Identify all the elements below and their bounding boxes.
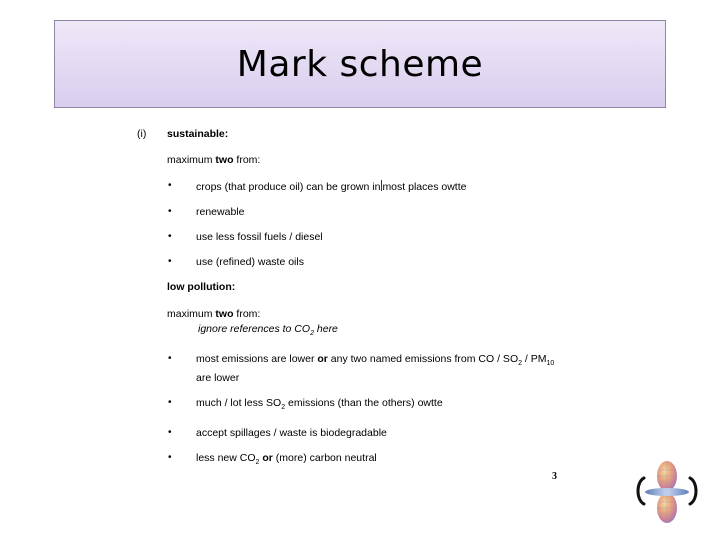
low-pollution-item-2: much / lot less $SO_2$ emissions (than the others) owtte [196,397,443,411]
orbital-logo-icon [632,456,702,526]
bullet-icon: • [168,353,172,364]
part-label: (i) [137,128,147,140]
bullet-icon: • [168,427,172,438]
bullet-icon: • [168,452,172,463]
low-pollution-item-4: less new $CO_2$ or (more) carbon neutral [196,452,377,466]
low-pollution-heading: low pollution: [167,281,236,293]
sustainable-item-1: crops (that produce oil) can be grown in most places owtte [196,181,467,193]
bullet-icon: • [168,231,172,242]
sustainable-item-2: renewable [196,206,245,218]
sustainable-item-4: use (refined) waste oils [196,256,304,268]
page-number: 3 [552,471,557,482]
bullet-icon: • [168,180,172,191]
bullet-icon: • [168,256,172,267]
low-pollution-item-3: accept spillages / waste is biodegradable [196,427,387,439]
low-pollution-item-1: most emissions are lower or any two named emissions from CO / $SO_2 / PM_{10}$ [196,353,555,367]
ignore-note: ignore references to $CO_2$ here [198,323,338,337]
bullet-icon: • [168,206,172,217]
low-pollution-item-1-cont: are lower [196,372,240,384]
sustainable-instruction: maximum two from: [167,154,261,166]
slide-title: Mark scheme [236,44,484,85]
low-pollution-instruction: maximum two from: [167,308,261,320]
bullet-icon: • [168,397,172,408]
sustainable-heading: sustainable: [167,128,229,140]
sustainable-item-3: use less fossil fuels / diesel [196,231,323,243]
